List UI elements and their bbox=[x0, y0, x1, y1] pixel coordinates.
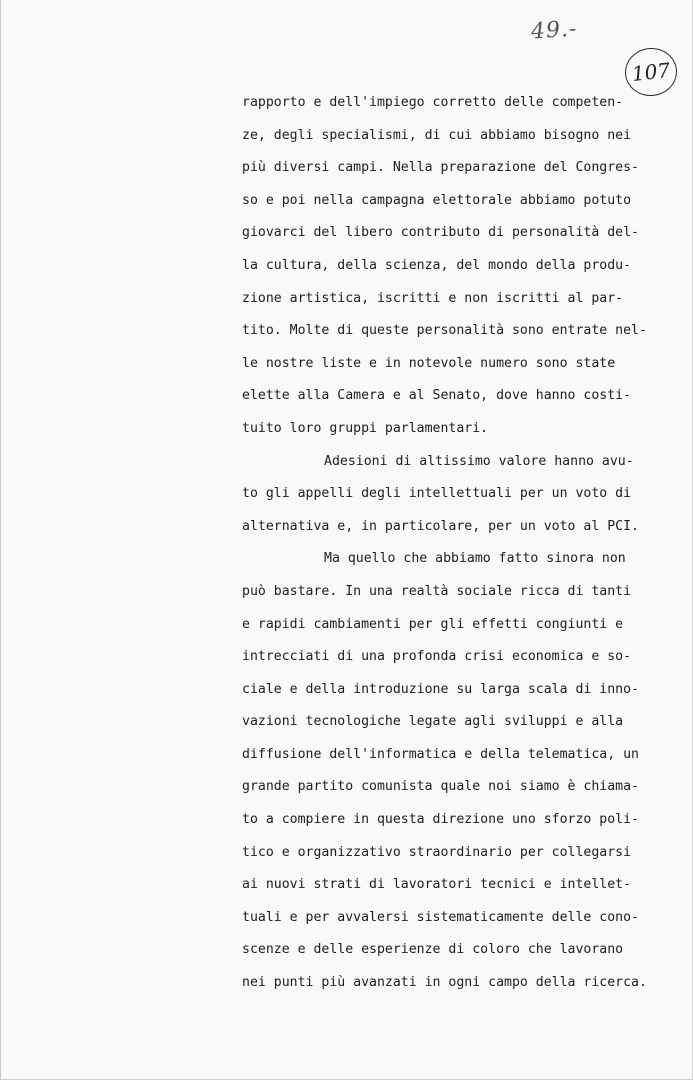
text-line: zione artistica, iscritti e non iscritti al par- bbox=[242, 290, 624, 306]
text-line: diffusione dell'informatica e della telematica, un bbox=[242, 746, 639, 762]
text-line: alternativa e, in particolare, per un voto al PCI. bbox=[242, 518, 639, 534]
text-line: Adesioni di altissimo valore hanno avu- bbox=[324, 453, 634, 469]
text-line: tuali e per avvalersi sistematicamente delle cono- bbox=[242, 909, 639, 925]
text-line: può bastare. In una realtà sociale ricca di tanti bbox=[242, 583, 632, 599]
text-line: rapporto e dell'impiego corretto delle competen- bbox=[242, 95, 624, 110]
text-line: tico e organizzativo straordinario per collegarsi bbox=[242, 844, 632, 860]
text-line: tito. Molte di queste personalità sono entrate nel- bbox=[242, 323, 647, 339]
text-line: so e poi nella campagna elettorale abbiamo potuto bbox=[242, 192, 632, 208]
circled-stamp-number: 107 bbox=[623, 45, 680, 98]
text-line: più diversi campi. Nella preparazione del Congres- bbox=[242, 160, 639, 176]
text-line: scenze e delle esperienze di coloro che lavorano bbox=[242, 942, 624, 958]
text-line: elette alla Camera e al Senato, dove hanno costi- bbox=[242, 388, 632, 404]
text-line: ciale e della introduzione su larga scala di inno- bbox=[242, 681, 639, 697]
text-line: grande partito comunista quale noi siamo è chiama- bbox=[242, 779, 639, 795]
text-line: to a compiere in questa direzione uno sforzo poli- bbox=[242, 812, 639, 828]
text-line: ai nuovi strati di lavoratori tecnici e intellet- bbox=[242, 877, 632, 893]
text-line: giovarci del libero contributo di personalità del- bbox=[242, 225, 639, 241]
text-line: ze, degli specialismi, di cui abbiamo bisogno nei bbox=[242, 127, 632, 143]
text-line: la cultura, della scienza, del mondo della produ- bbox=[242, 257, 632, 273]
text-line: to gli appelli degli intellettuali per un voto di bbox=[242, 486, 632, 502]
text-line: vazioni tecnologiche legate agli sviluppi e alla bbox=[242, 714, 624, 730]
typewritten-text-block bbox=[242, 90, 647, 1003]
text-line: le nostre liste e in notevole numero sono state bbox=[242, 355, 616, 371]
handwritten-page-number: 49.- bbox=[530, 16, 579, 45]
text-line: intrecciati di una profonda crisi economica e so- bbox=[242, 649, 632, 665]
text-line: nei punti più avanzati in ogni campo della ricerca. bbox=[242, 975, 647, 991]
text-line: Ma quello che abbiamo fatto sinora non bbox=[324, 551, 626, 567]
text-line: tuito loro gruppi parlamentari. bbox=[242, 420, 489, 436]
text-line: e rapidi cambiamenti per gli effetti congiunti e bbox=[242, 616, 624, 632]
